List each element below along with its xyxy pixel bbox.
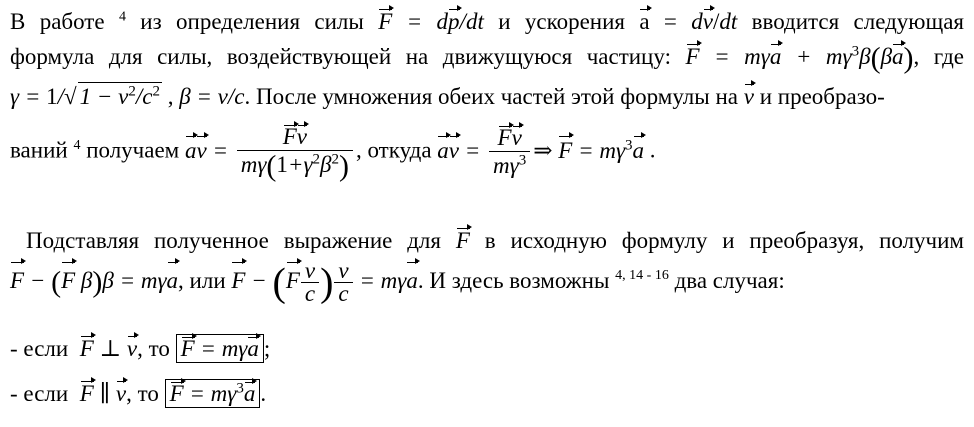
text: Подставляя полученное выражение для [26,228,456,253]
text: два случая: [668,267,785,293]
equation-av-2: av = $\frac{Fv}{m\gamma^3}$ ⇒ $F = m\gamma^3a$ [437,124,645,178]
text: , откуда [355,137,438,163]
text: получаем [80,137,185,163]
equation-beta: β = v/c [179,84,245,109]
equation-acceleration-definition: a = dv/dt [639,9,738,34]
text: и преобразо- [753,84,885,109]
velocity-symbol: v [743,84,754,109]
paragraph1-line1 [10,8,964,36]
paragraph1-line4 [10,124,964,181]
text: из определения силы [125,9,379,34]
force-symbol: F [455,228,470,253]
result-box-perpendicular: F = mγa [176,334,264,363]
text: , или [178,267,232,293]
equation-av-1: av = $\frac{Fv}{m\gamma(1+\gamma^2\beta^2)}$ [185,138,356,163]
text: . [260,381,267,406]
equation-force-definition: F = dp/dt [378,9,484,34]
condition-perpendicular: F ⊥ v [79,336,138,361]
paragraph1-line2 [10,43,964,73]
reference: 4 [73,137,81,153]
text: . И здесь возможны [417,267,616,293]
text: . После умножения обеих частей этой формулы на [244,84,744,109]
text: в исходную формулу и преобразуя, получим [484,228,964,253]
text: , то [126,381,159,406]
equation-substituted-alt: F − (F $\frac{v}{c}$ ) $\frac{v}{c}$ = mγa [231,258,418,306]
reference: 4, 14 - 16 [615,268,669,284]
text: , то [137,336,170,361]
case-perpendicular [10,334,964,363]
text: ваний [10,137,74,163]
text: , где [913,44,965,69]
text: . [649,137,656,163]
reference: 4 [118,9,126,25]
equation-force-formula: $F = m\gamma a + m\gamma^3\beta(\beta a)$ [685,41,914,75]
text: формула для силы, воздействующей на движущуюся частицу: [10,44,686,69]
equation-gamma: γ = 1/√ $1 - v^2/c^2$ [10,83,160,109]
paragraph2-line1 [26,227,964,255]
text: В работе [10,9,119,34]
case-parallel [10,379,964,408]
result-box-parallel: $F = m\gamma^3a$ [165,379,261,408]
text: ; [263,336,271,361]
paragraph2-line2 [10,260,964,305]
paragraph1-line3: γ = 1/√ $1 - v^2/c^2$ , β = v/c. После умножения обеих частей этой формулы на v и преобразо- [10,83,885,109]
text: и ускорения [498,9,640,34]
condition-parallel: F ∥ v [79,381,127,406]
case-prefix: - если [10,336,69,361]
case-prefix: - если [10,381,69,406]
equation-substituted: F − (F β)β = mγa [10,268,178,293]
text: вводится следующая [751,9,964,34]
